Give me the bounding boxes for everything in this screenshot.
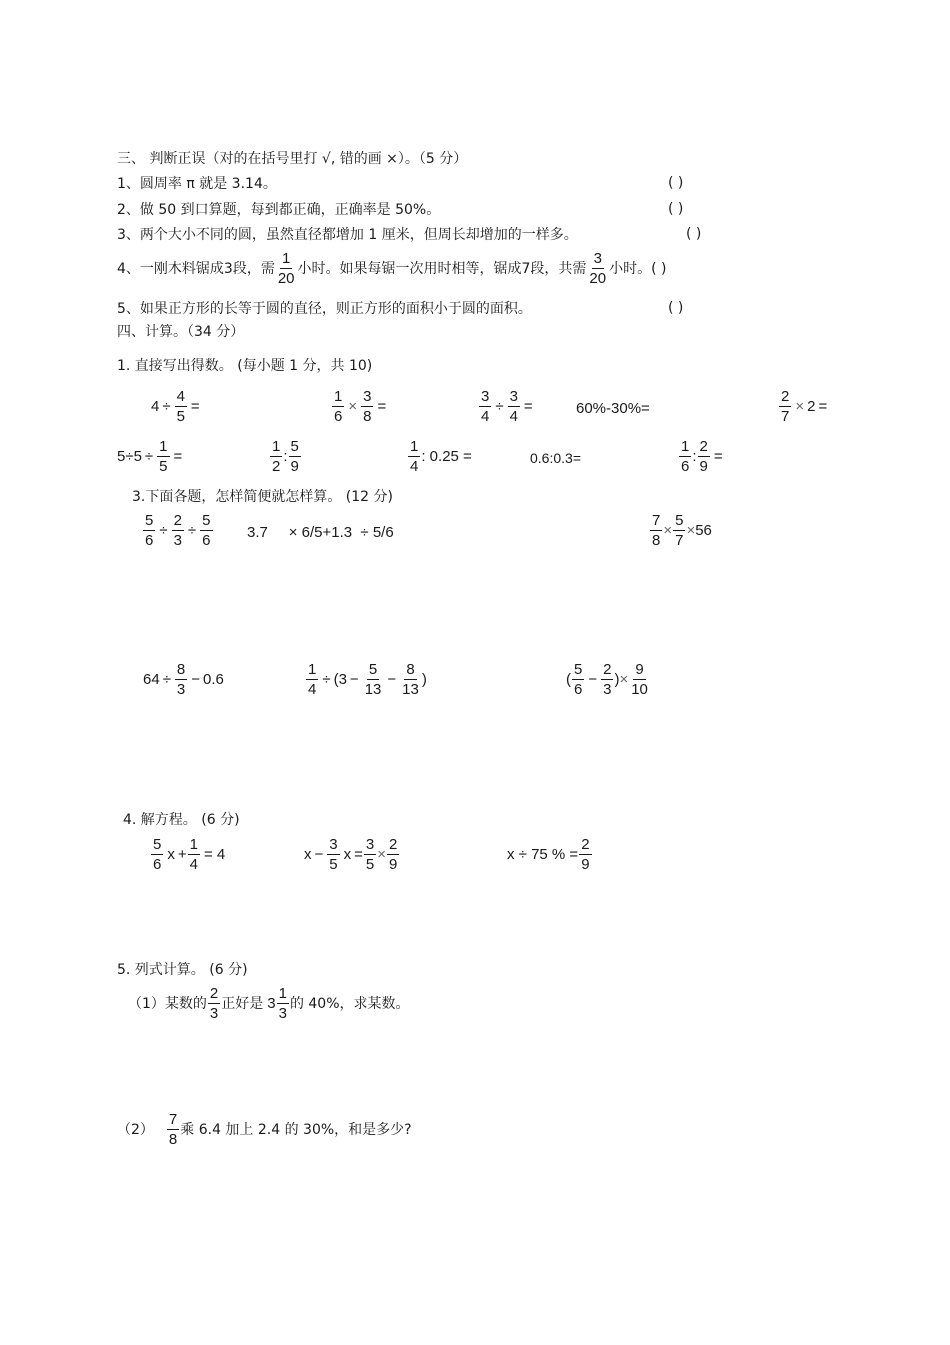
q4-equation-2: x − $\frac{3}{5}$ x = $\frac{3}{5}$ × $\frac{2}{9}$ [304,836,398,873]
fraction: $\frac{1}{20}$ [277,250,295,287]
q4-title: 4. 解方程。 (6 分) [123,812,240,828]
answer-paren-2[interactable]: ( ) [668,201,684,217]
judge-item-2: 2、做 50 到口算题，每到都正确，正确率是 50%。 [117,202,441,218]
q3-expr-6: ( $\frac{5}{6}$ − $\frac{2}{3}$ ) × $\frac{9}{10}$ [566,661,648,698]
q3-title: 3.下面各题，怎样简便就怎样算。 (12 分) [132,489,393,505]
judge-item-3: 3、两个大小不同的圆，虽然直径都增加 1 厘米，但周长却增加的一样多。 [117,227,578,243]
q3-expr-1: $\frac{5}{6}$ ÷ $\frac{2}{3}$ ÷ $\frac{5}{6}$ [145,512,211,549]
q4-equation-1: $\frac{5}{6}$ x + $\frac{1}{4}$ = 4 [153,836,226,873]
q1-expr-3: $\frac{3}{4}$ ÷ $\frac{3}{4}$ = [481,388,533,425]
judge-item-1: 1、圆周率 π 就是 3.14。 [117,176,277,192]
q1-expr-1: 4 ÷ $\frac{4}{5}$ = [151,388,200,425]
q3-expr-2: 3.7 × 6/5+1.3 ÷ 5/6 [247,524,394,541]
answer-paren-1[interactable]: ( ) [668,175,684,191]
q5-problem-2: （2） $\frac{7}{8}$ 乘 6.4 加上 2.4 的 30%，和是多少? [117,1111,412,1148]
q1-expr-7: $\frac{1}{2}$ : $\frac{5}{9}$ [272,438,299,475]
q3-expr-3: $\frac{7}{8}$ × $\frac{5}{7}$ × 56 [652,512,712,549]
q3-expr-5: $\frac{1}{4}$ ÷ (3 − $\frac{5}{13}$ − $\frac{8}{13}$ ) [308,661,427,698]
q5-problem-1: （1）某数的 $\frac{2}{3}$ 正好是 3 $\frac{1}{3}$ 的 40%，求某数。 [128,985,410,1022]
judge-item-5: 5、如果正方形的长等于圆的直径，则正方形的面积小于圆的面积。 [117,301,532,317]
q4-equation-3: x ÷ 75 % = $\frac{2}{9}$ [507,836,590,873]
q3-expr-4: 64 ÷ $\frac{8}{3}$ − 0.6 [143,661,224,698]
answer-paren-3[interactable]: ( ) [686,226,702,242]
q5-title: 5. 列式计算。 (6 分) [117,962,248,978]
q1-expr-9: 0.6:0.3= [530,450,581,466]
q1-title: 1. 直接写出得数。 (每小题 1 分，共 10) [117,358,373,374]
section4-title: 四、计算。（34 分） [117,324,245,340]
q1-expr-8: $\frac{1}{4}$ : 0.25 = [410,438,472,475]
section3-title: 三、 判断正误（对的在括号里打 √, 错的画 ×）。（5 分） [117,151,468,167]
q1-expr-2: $\frac{1}{6}$ × $\frac{3}{8}$ = [334,388,387,425]
judge-item-4: 4、一刚木料锯成3段，需 $\frac{1}{20}$ 小时。如果每锯一次用时相等，锯成7段，共需 $\frac{3}{20}$ 小时。 ( ) [117,250,667,287]
fraction: $\frac{3}{20}$ [589,250,607,287]
q1-expr-6: 5÷5 ÷ $\frac{1}{5}$ = [117,438,183,475]
answer-paren-5[interactable]: ( ) [668,300,684,316]
q1-expr-4: 60%-30%= [576,400,650,417]
answer-paren-4[interactable]: ( ) [651,260,667,277]
q1-expr-5: $\frac{2}{7}$ × 2 = [781,388,828,425]
q1-expr-10: $\frac{1}{6}$ : $\frac{2}{9}$ = [681,438,723,475]
